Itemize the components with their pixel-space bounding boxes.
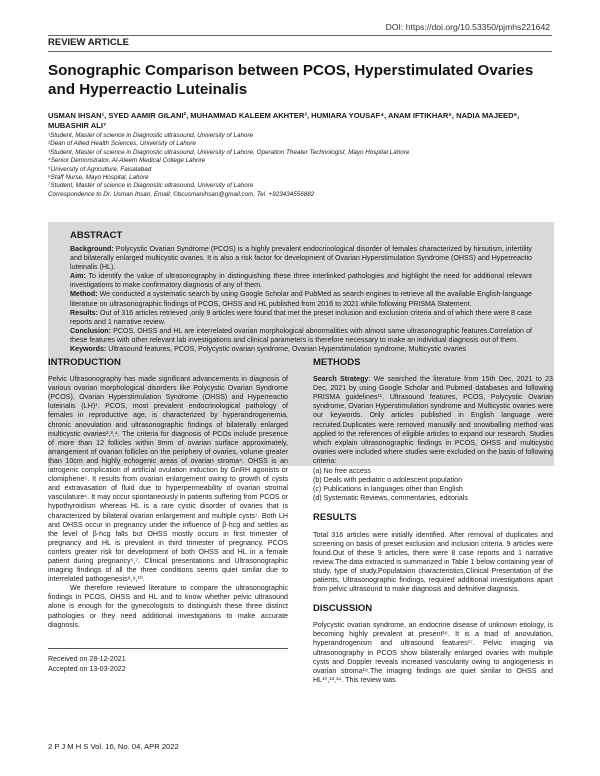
affiliation-line: ⁷Student, Master of science in Diagnostic ultrasound, University of Lahore [48,182,254,190]
introduction-heading: INTRODUCTION [48,357,121,368]
abstract-aim [70,272,532,290]
author-list: USMAN IHSAN¹, SYED AAMIR GILANI², MUHAMMAD KALEEM AKHTER³, HUMIARA YOUSAF⁴, ANAM IFTIKHAR⁵, NADIA MAJEED⁶, MUBASHIR ALI⁷ [48,111,520,130]
accepted-date: Accepted on 13-03-2022 [48,665,126,673]
results-label: Results: [70,308,98,317]
method-label: Method: [70,290,98,299]
abstract-heading: ABSTRACT [70,230,123,241]
exclusion-criteria-list [313,467,553,503]
page-footer: 2 P J M H S Vol. 16, No. 04, APR 2022 [48,742,179,751]
article-type-label: REVIEW ARTICLE [48,37,129,48]
methods-paragraph [313,375,553,466]
results-text: Out of 316 articles retrieved ,only 9 articles were found that met the preset inclusion and exclusion criteria and of which there were 8 case reports and 1 narrative review. [70,308,532,326]
discussion-paragraph: Polycystic ovarian syndrome, an endocrine disease of unknown etiology, is becoming highly prevalent at present¹⁶. It is a triad of anovulation, hyperandrogenism and ultrasound features¹⁷. Pelvic imaging via ultrasonography in PCOS show bilaterally enlarged ovaries with multiple cysts and Doppler reveals increased vascularity owing to angiogenesis in ovarian stroma¹⁸.The imaging findings are quiet similar to OHSS and HL¹⁰,¹³,¹⁴. This review was [313,621,553,684]
affiliation-line: ²Dean of Allied Health Sciences, University of Lahore [48,140,196,148]
aim-text: To identify the value of ultrasonography in distinguishing these three interlinked pathologies and highlight the need for additional relevant investigations to make confirmatory diagnosis of any of them. [70,272,532,290]
criteria-item: (d) Systematic Reviews, commentaries, editorials [313,494,468,503]
right-column [313,354,553,685]
background-text: Polycystic Ovarian Syndrome (PCOS) is a highly prevalent endocrinological disorder of females characterized by hirsutism, infertility and bilaterally enlarged multicystic ovaries. It is also a risk factor for development of Ovarian Hyperstimulation Syndrome (OHSS) and Hyperreactio luteinalis (HL). [70,245,532,272]
abstract-conclusion [70,327,532,345]
method-text: We conducted a systematic search by using Google Scholar and PubMed as search engines to retrieve all the available English-language literature on ultrasonographic findings of PCOS, OHSS and HL published from 2016 to 2021 while following PRISMA Statement. [70,290,532,308]
keywords-text: Ultrasound features, PCOS, Polycystic ovarian syndrome, Ovarian Hyperstimulation syndrome, Multicystic ovaries [108,345,467,354]
background-label: Background: [70,245,114,253]
keywords-label: Keywords: [70,345,107,354]
left-column [48,354,288,630]
received-date: Received on 28-12-2021 [48,655,126,663]
affiliation-line: ⁴Senior Demonstrator, Al-Aleem Medical College Lahore [48,157,206,165]
results-paragraph: Total 316 articles were initially identified. After removal of duplicates and screening on basis of preset exclusion and inclusion criteria. 9 articles were found.Out of these 9 articles, there were 8 case reports and 1 narrative review.The data extracted is summarized in Table 1 below containing year of study, type of study,Populataion characteristics,Clinical Presentation of the patients, Ultrasonographic findings, required additional investigations apart from pelvic ultrasound to make diagnosis and definitive diagnosis. [313,530,553,594]
affiliation-line: ¹Student, Master of science in Diagnostic ultrasound, University of Lahore [48,132,254,139]
title-divider [48,51,552,52]
introduction-paragraph-1: Pelvic Ultrasonography has made significant advancements in diagnosis of various ovarian morphological disorders like Polycystic Ovarian Syndrome (PCOS), Ovarian Hyperstimulation Syndrome (OHSS) and Hyperreactio luteinalis (LH)¹. PCOS, most prevalent endocrinological pathology of females in reproductive age, is characterized by hyperandrogenemia, chronic anovulation and ultrasonographic findings of bilaterally enlarged multicystic ovaries²,³,⁴. The criteria for diagnosis of PCOs include presence of more than 12 follicles within 9mm of ovarian surface approximately, arrangement of ovarian follicles on the periphery of ovaries, volume greater than 10cm and highly echogenic areas of ovarian stroma⁴. OHSS is an iatrogenic complication of artificial ovulation induction by GnRH agonists or clomiphene⁵. It results from ovarian enlargement owing to growth of cysts and extravasation of fluid due to hyperpermeability of ovarian stromal vasculature⁶. It may occur spontaneously in patients suffering from PCOS or hypothyroidism whereas HL is a rare cystic disorder of ovaries that is characterized by bilateral ovarian enlargement and multiple cysts⁷. Both LH and OHSS occur in pregnancy under the influence of β-hcg and settles as the level of β-hcg falls but OHSS mostly occurs in first trimester of pregnancy and HL is prevalent in third trimester of pregnancy. PCOS confers greater risk for development of both OHSS and HL in a female patient during pregnancy⁵,⁷. Clinical presentations and Ultrasonographic imaging findings of all the three conditions seems quiet similar due to interrelated pathogenesis⁸,⁹,¹⁰. [48,375,288,584]
affiliation-line: ⁵University of Agriculture, Faisalabad [48,165,152,173]
correspondence-line: Correspondence to Dr. Usman Ihsan, Email: ©bcusmanihsan@gmail.com, Tel. +923434556882 [48,190,315,198]
criteria-item: (a) No free access [313,467,371,476]
search-strategy-label: Search Strategy [313,375,369,384]
conclusion-label: Conclusion: [70,326,111,335]
discussion-heading: DISCUSSION [313,603,373,615]
affiliation-line: ⁶Staff Nurse, Mayo Hospital, Lahore [48,174,149,182]
affiliation-line: ³Student, Master of science in Diagnostic ultrasound, University of Lahore, Operation Theater Technologist, Mayo Hospital Lahore [48,148,410,156]
methods-heading: METHODS [313,357,361,368]
affiliations [48,132,554,199]
criteria-item: (b) Deals with pediatric o adolescent population [313,476,463,485]
methods-text: : We searched the literature from 15th Dec, 2021 to 23 Dec, 2021 by using Google Scholar and Pubmed databases and following PRISMA guidelines¹¹. Ultrasound features, PCOS, Polycystic Ovarian syndrome, Ovarian Hyperstimulation syndrome and Multicystic ovaries were our keywords. Only articles published in English language were recruited.Duplicates were removed manually and snowballing method was applied to the references of eligible articles to expand our research. Studies which explain ultrasonographic findings in PCOS, OHSS and multicystic ovaries were included where studies were excluded on the basis of following criteria: [313,375,553,465]
abstract-results [70,309,532,327]
conclusion-text: PCOS, OHSS and HL are interrelated ovarian morphological abnormalities with almost same ultrasonographic features.Correlation of these features with other relevant lab investigations and clinical parameters is therefore necessary to make an individual diagnosis out of them. [70,326,532,344]
doi-link[interactable]: DOI: https://doi.org/10.53350/pjmhs221642 [385,22,550,32]
introduction-paragraph-2: We therefore reviewed literature to compare the ultrasonographic findings in PCOS, OHSS and HL and to know whether pelvic ultrasound alone is enough for the gynecologists to distinguish these three distinct pathologies or they need additional investigations to make accurate diagnosis. [48,584,288,629]
criteria-item: (c) Publications in languages other than English [313,485,463,494]
article-title: Sonographic Comparison between PCOS, Hyperstimulated Ovaries and Hyperreactio Luteinalis [48,62,534,98]
abstract-background [70,245,532,272]
abstract-keywords [70,345,532,354]
top-divider [48,35,552,36]
article-dates [48,648,288,674]
results-heading: RESULTS [313,512,357,524]
abstract-method [70,290,532,308]
aim-label: Aim: [70,272,86,281]
